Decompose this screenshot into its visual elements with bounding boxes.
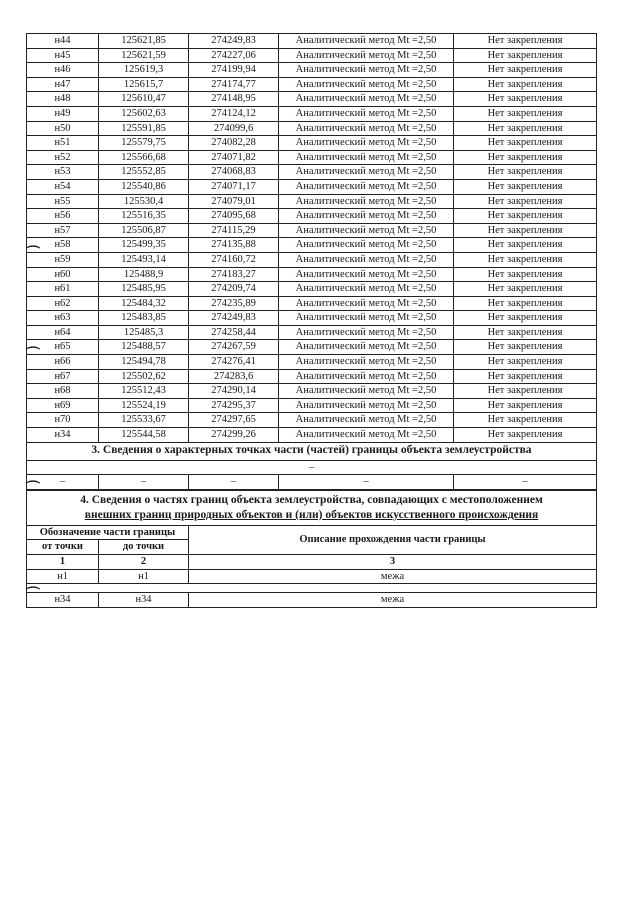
point-y: 274235,89 bbox=[189, 296, 279, 311]
point-x: 125579,75 bbox=[99, 136, 189, 151]
point-row bbox=[27, 209, 597, 224]
point-x: 125488,9 bbox=[99, 267, 189, 282]
point-method: Аналитический метод Mt =2,50 bbox=[279, 369, 454, 384]
point-x: 125544,58 bbox=[99, 428, 189, 443]
point-row bbox=[27, 340, 597, 355]
point-fix: Нет закрепления bbox=[454, 34, 597, 49]
point-id: н53 bbox=[27, 165, 99, 180]
point-row bbox=[27, 252, 597, 267]
point-fix: Нет закрепления bbox=[454, 194, 597, 209]
point-id: н54 bbox=[27, 179, 99, 194]
section3-cell: – bbox=[454, 475, 597, 490]
point-row bbox=[27, 282, 597, 297]
point-x: 125530,4 bbox=[99, 194, 189, 209]
point-y: 274183,27 bbox=[189, 267, 279, 282]
point-row bbox=[27, 369, 597, 384]
point-y: 274082,28 bbox=[189, 136, 279, 151]
point-method: Аналитический метод Mt =2,50 bbox=[279, 355, 454, 370]
point-row bbox=[27, 398, 597, 413]
point-y: 274095,68 bbox=[189, 209, 279, 224]
point-method: Аналитический метод Mt =2,50 bbox=[279, 384, 454, 399]
point-id: н66 bbox=[27, 355, 99, 370]
point-y: 274071,82 bbox=[189, 150, 279, 165]
point-x: 125499,35 bbox=[99, 238, 189, 253]
point-x: 125512,43 bbox=[99, 384, 189, 399]
point-y: 274283,6 bbox=[189, 369, 279, 384]
point-x: 125483,85 bbox=[99, 311, 189, 326]
point-row bbox=[27, 311, 597, 326]
point-x: 125485,95 bbox=[99, 282, 189, 297]
part-row-from: н34 bbox=[27, 593, 99, 608]
point-y: 274079,01 bbox=[189, 194, 279, 209]
point-id: н47 bbox=[27, 77, 99, 92]
point-x: 125552,85 bbox=[99, 165, 189, 180]
point-fix: Нет закрепления bbox=[454, 340, 597, 355]
section4-title bbox=[27, 490, 597, 525]
section3-cell: – bbox=[279, 475, 454, 490]
col-number-3: 3 bbox=[189, 555, 597, 570]
point-fix: Нет закрепления bbox=[454, 384, 597, 399]
point-id: н64 bbox=[27, 325, 99, 340]
points-table-body bbox=[27, 34, 597, 443]
point-id: н58 bbox=[27, 238, 99, 253]
point-method: Аналитический метод Mt =2,50 bbox=[279, 165, 454, 180]
point-fix: Нет закрепления bbox=[454, 238, 597, 253]
point-fix: Нет закрепления bbox=[454, 92, 597, 107]
point-x: 125506,87 bbox=[99, 223, 189, 238]
point-fix: Нет закрепления bbox=[454, 428, 597, 443]
point-fix: Нет закрепления bbox=[454, 369, 597, 384]
point-x: 125566,68 bbox=[99, 150, 189, 165]
part-row-to: н34 bbox=[99, 593, 189, 608]
point-y: 274115,29 bbox=[189, 223, 279, 238]
point-row bbox=[27, 355, 597, 370]
point-id: н49 bbox=[27, 106, 99, 121]
point-x: 125524,19 bbox=[99, 398, 189, 413]
point-fix: Нет закрепления bbox=[454, 413, 597, 428]
point-id: н70 bbox=[27, 413, 99, 428]
point-y: 274227,06 bbox=[189, 48, 279, 63]
point-row bbox=[27, 238, 597, 253]
point-row bbox=[27, 92, 597, 107]
point-id: н65 bbox=[27, 340, 99, 355]
point-fix: Нет закрепления bbox=[454, 165, 597, 180]
point-method: Аналитический метод Mt =2,50 bbox=[279, 398, 454, 413]
point-method: Аналитический метод Mt =2,50 bbox=[279, 209, 454, 224]
point-fix: Нет закрепления bbox=[454, 282, 597, 297]
point-y: 274267,59 bbox=[189, 340, 279, 355]
point-row bbox=[27, 34, 597, 49]
scan-mark: ⌒ bbox=[26, 588, 40, 603]
part-row-desc: межа bbox=[189, 593, 597, 608]
point-fix: Нет закрепления bbox=[454, 398, 597, 413]
point-x: 125488,57 bbox=[99, 340, 189, 355]
point-x: 125502,62 bbox=[99, 369, 189, 384]
part-row-to: н1 bbox=[99, 569, 189, 584]
point-id: н45 bbox=[27, 48, 99, 63]
point-x: 125540,86 bbox=[99, 179, 189, 194]
point-id: н69 bbox=[27, 398, 99, 413]
point-y: 274071,17 bbox=[189, 179, 279, 194]
point-method: Аналитический метод Mt =2,50 bbox=[279, 325, 454, 340]
point-y: 274276,41 bbox=[189, 355, 279, 370]
point-method: Аналитический метод Mt =2,50 bbox=[279, 106, 454, 121]
point-id: н61 bbox=[27, 282, 99, 297]
point-y: 274209,74 bbox=[189, 282, 279, 297]
point-method: Аналитический метод Mt =2,50 bbox=[279, 121, 454, 136]
point-row bbox=[27, 136, 597, 151]
point-y: 274068,83 bbox=[189, 165, 279, 180]
section3-title: 3. Сведения о характерных точках части (частей) границы объекта землеустройства bbox=[27, 442, 597, 460]
col-number-2: 2 bbox=[99, 555, 189, 570]
point-row bbox=[27, 48, 597, 63]
point-x: 125610,47 bbox=[99, 92, 189, 107]
point-id: н51 bbox=[27, 136, 99, 151]
point-id: н56 bbox=[27, 209, 99, 224]
section3-dash-row: – bbox=[27, 460, 597, 475]
point-method: Аналитический метод Mt =2,50 bbox=[279, 428, 454, 443]
point-x: 125485,3 bbox=[99, 325, 189, 340]
point-row bbox=[27, 194, 597, 209]
point-fix: Нет закрепления bbox=[454, 267, 597, 282]
points-table bbox=[26, 33, 597, 490]
point-y: 274299,26 bbox=[189, 428, 279, 443]
point-x: 125494,78 bbox=[99, 355, 189, 370]
point-row bbox=[27, 121, 597, 136]
part-row-from: н1 bbox=[27, 569, 99, 584]
point-id: н67 bbox=[27, 369, 99, 384]
point-method: Аналитический метод Mt =2,50 bbox=[279, 238, 454, 253]
point-method: Аналитический метод Mt =2,50 bbox=[279, 150, 454, 165]
point-y: 274099,6 bbox=[189, 121, 279, 136]
point-x: 125621,59 bbox=[99, 48, 189, 63]
scan-mark: ⌒ bbox=[26, 482, 40, 497]
document-sheet bbox=[26, 33, 596, 608]
point-id: н50 bbox=[27, 121, 99, 136]
point-method: Аналитический метод Mt =2,50 bbox=[279, 296, 454, 311]
point-y: 274199,94 bbox=[189, 63, 279, 78]
point-id: н63 bbox=[27, 311, 99, 326]
section3-cell: – bbox=[99, 475, 189, 490]
point-y: 274290,14 bbox=[189, 384, 279, 399]
scan-mark: ⌒ bbox=[26, 247, 40, 262]
point-fix: Нет закрепления bbox=[454, 121, 597, 136]
section4-table bbox=[26, 490, 597, 608]
gap-row bbox=[27, 584, 597, 593]
point-fix: Нет закрепления bbox=[454, 311, 597, 326]
point-x: 125615,7 bbox=[99, 77, 189, 92]
point-method: Аналитический метод Mt =2,50 bbox=[279, 136, 454, 151]
point-row bbox=[27, 77, 597, 92]
head-part-label: Обозначение части границы bbox=[27, 525, 189, 540]
point-fix: Нет закрепления bbox=[454, 179, 597, 194]
point-id: н57 bbox=[27, 223, 99, 238]
point-id: н60 bbox=[27, 267, 99, 282]
point-method: Аналитический метод Mt =2,50 bbox=[279, 34, 454, 49]
point-x: 125516,35 bbox=[99, 209, 189, 224]
point-x: 125602,63 bbox=[99, 106, 189, 121]
point-fix: Нет закрепления bbox=[454, 63, 597, 78]
point-fix: Нет закрепления bbox=[454, 48, 597, 63]
point-id: н55 bbox=[27, 194, 99, 209]
point-id: н44 bbox=[27, 34, 99, 49]
point-fix: Нет закрепления bbox=[454, 223, 597, 238]
point-method: Аналитический метод Mt =2,50 bbox=[279, 311, 454, 326]
point-y: 274258,44 bbox=[189, 325, 279, 340]
point-row bbox=[27, 150, 597, 165]
scan-mark: ⌒ bbox=[26, 348, 40, 363]
point-method: Аналитический метод Mt =2,50 bbox=[279, 340, 454, 355]
point-method: Аналитический метод Mt =2,50 bbox=[279, 48, 454, 63]
head-desc-label: Описание прохождения части границы bbox=[189, 525, 597, 554]
point-fix: Нет закрепления bbox=[454, 325, 597, 340]
point-y: 274135,88 bbox=[189, 238, 279, 253]
point-x: 125493,14 bbox=[99, 252, 189, 267]
point-y: 274124,12 bbox=[189, 106, 279, 121]
point-row bbox=[27, 223, 597, 238]
point-id: н52 bbox=[27, 150, 99, 165]
col-number-1: 1 bbox=[27, 555, 99, 570]
point-row bbox=[27, 384, 597, 399]
point-method: Аналитический метод Mt =2,50 bbox=[279, 194, 454, 209]
point-x: 125621,85 bbox=[99, 34, 189, 49]
point-row bbox=[27, 165, 597, 180]
point-fix: Нет закрепления bbox=[454, 209, 597, 224]
point-row bbox=[27, 428, 597, 443]
point-method: Аналитический метод Mt =2,50 bbox=[279, 282, 454, 297]
point-fix: Нет закрепления bbox=[454, 150, 597, 165]
point-method: Аналитический метод Mt =2,50 bbox=[279, 179, 454, 194]
section3-cell: – bbox=[27, 475, 99, 490]
point-y: 274174,77 bbox=[189, 77, 279, 92]
point-row bbox=[27, 106, 597, 121]
point-method: Аналитический метод Mt =2,50 bbox=[279, 413, 454, 428]
point-fix: Нет закрепления bbox=[454, 355, 597, 370]
point-fix: Нет закрепления bbox=[454, 136, 597, 151]
point-row bbox=[27, 413, 597, 428]
point-x: 125484,32 bbox=[99, 296, 189, 311]
point-fix: Нет закрепления bbox=[454, 77, 597, 92]
point-method: Аналитический метод Mt =2,50 bbox=[279, 63, 454, 78]
point-id: н62 bbox=[27, 296, 99, 311]
section4-title-line2: внешних границ природных объектов и (или) объектов искусственного происхождения bbox=[84, 508, 539, 521]
section3-cell: – bbox=[189, 475, 279, 490]
point-y: 274160,72 bbox=[189, 252, 279, 267]
point-method: Аналитический метод Mt =2,50 bbox=[279, 223, 454, 238]
point-method: Аналитический метод Mt =2,50 bbox=[279, 267, 454, 282]
point-row bbox=[27, 179, 597, 194]
point-row bbox=[27, 267, 597, 282]
section4-title-line1: 4. Сведения о частях границ объекта землеустройства, совпадающих с местоположением bbox=[80, 493, 543, 506]
point-id: н68 bbox=[27, 384, 99, 399]
point-fix: Нет закрепления bbox=[454, 252, 597, 267]
point-y: 274249,83 bbox=[189, 311, 279, 326]
point-method: Аналитический метод Mt =2,50 bbox=[279, 252, 454, 267]
point-y: 274249,83 bbox=[189, 34, 279, 49]
point-row bbox=[27, 63, 597, 78]
point-row bbox=[27, 296, 597, 311]
point-id: н46 bbox=[27, 63, 99, 78]
point-y: 274295,37 bbox=[189, 398, 279, 413]
point-x: 125619,3 bbox=[99, 63, 189, 78]
part-row-desc: межа bbox=[189, 569, 597, 584]
point-x: 125591,85 bbox=[99, 121, 189, 136]
point-y: 274148,95 bbox=[189, 92, 279, 107]
head-from-label: от точки bbox=[27, 540, 99, 555]
point-y: 274297,65 bbox=[189, 413, 279, 428]
head-to-label: до точки bbox=[99, 540, 189, 555]
point-row bbox=[27, 325, 597, 340]
point-fix: Нет закрепления bbox=[454, 106, 597, 121]
point-id: н34 bbox=[27, 428, 99, 443]
point-id: н48 bbox=[27, 92, 99, 107]
point-fix: Нет закрепления bbox=[454, 296, 597, 311]
point-method: Аналитический метод Mt =2,50 bbox=[279, 92, 454, 107]
point-id: н59 bbox=[27, 252, 99, 267]
point-x: 125533,67 bbox=[99, 413, 189, 428]
point-method: Аналитический метод Mt =2,50 bbox=[279, 77, 454, 92]
